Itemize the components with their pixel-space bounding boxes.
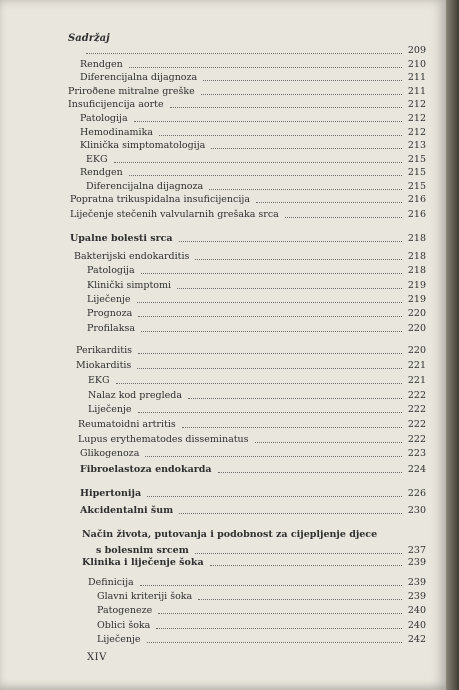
toc-entry-title: Rendgen: [80, 167, 123, 178]
toc-entry-title: Glavni kriteriji šoka: [97, 591, 193, 602]
toc-entry-title: Akcidentalni šum: [80, 505, 174, 516]
dot-leader: [140, 573, 402, 586]
dot-leader: [141, 319, 402, 332]
toc-entry-title: Priroðene mitralne greške: [68, 86, 195, 97]
toc-entry-page: 218: [407, 233, 426, 244]
toc-entry-page: 211: [407, 72, 426, 83]
dot-leader: [179, 501, 402, 514]
dot-leader: [159, 123, 402, 136]
dot-leader: [158, 601, 402, 614]
toc-entry-page: 218: [407, 251, 426, 262]
dot-leader: [138, 341, 402, 354]
dot-leader: [195, 247, 402, 260]
dot-leader: [285, 205, 402, 218]
toc-entry: [0, 633, 446, 646]
dot-leader: [145, 444, 402, 457]
toc-entry-title: EKG: [86, 154, 108, 165]
toc-entry-title: Perikarditis: [76, 345, 132, 356]
toc-entry-page: 230: [407, 505, 426, 516]
dot-leader: [209, 177, 402, 190]
toc-entry: [0, 232, 446, 245]
toc-entry-title: Način života, putovanja i podobnost za cijepljenje djece: [82, 529, 378, 540]
toc-entry-title: Rendgen: [80, 59, 123, 70]
toc-entry-page: 219: [407, 280, 426, 291]
dot-leader: [210, 553, 402, 566]
toc-entry-title: Diferencijalna dijagnoza: [86, 181, 204, 192]
dot-leader: [156, 616, 402, 629]
toc-entry-page: 223: [407, 448, 426, 459]
dot-leader: [129, 163, 402, 176]
dot-leader: [256, 190, 402, 203]
dot-leader: [218, 460, 402, 473]
toc-entry-page: 211: [407, 86, 426, 97]
toc-entry-title: Klinički simptomi: [87, 280, 172, 291]
book-edge: [446, 0, 459, 690]
toc-entry-page: 220: [407, 323, 426, 334]
toc-entry-title: Insuficijencija aorte: [68, 99, 164, 110]
toc-entry-page: 213: [407, 140, 426, 151]
page-heading: Sadržaj: [68, 33, 110, 44]
toc-entry-page: 212: [407, 99, 426, 110]
toc-entry-title: Liječenje: [97, 634, 141, 645]
toc-entry-page: 215: [407, 154, 426, 165]
toc-entry: [0, 528, 446, 541]
toc-entry: [0, 487, 446, 500]
toc-entry-page: 221: [407, 360, 426, 371]
dot-leader: [188, 386, 402, 399]
dot-leader: [255, 430, 402, 443]
toc-entry-title: Lupus erythematodes disseminatus: [78, 434, 249, 445]
toc-entry-title: Liječenje: [88, 404, 132, 415]
toc-entry-title: EKG: [88, 375, 110, 386]
toc-entry-page: 222: [407, 419, 426, 430]
dot-leader: [201, 82, 402, 95]
toc-entry-title: Hemodinamika: [80, 127, 154, 138]
toc-entry-page: 239: [407, 557, 426, 568]
toc-entry-page: 219: [407, 294, 426, 305]
toc-entry-page: 212: [407, 127, 426, 138]
toc-entry-title: Fibroelastoza endokarda: [80, 464, 212, 475]
dot-leader: [182, 415, 402, 428]
toc-entry-title: Patologija: [80, 113, 128, 124]
dot-leader: [138, 304, 402, 317]
toc-entry-title: Oblici šoka: [97, 620, 151, 631]
toc-entry-title: Liječenje: [87, 294, 131, 305]
toc-entry-title: Liječenje stečenih valvularnih grešaka srca: [70, 209, 279, 220]
dot-leader: [134, 109, 402, 122]
toc-entry-page: 220: [407, 345, 426, 356]
toc-entry-title: Definicija: [88, 577, 134, 588]
dot-leader: [147, 630, 402, 643]
toc-entry: [0, 504, 446, 517]
toc-entry-page: 220: [407, 308, 426, 319]
dot-leader: [203, 68, 402, 81]
toc-entry: [0, 556, 446, 569]
toc-entry-title: Profilaksa: [87, 323, 135, 334]
toc-entry-title: Patogeneze: [97, 605, 153, 616]
toc-entry-page: 215: [407, 181, 426, 192]
dot-leader: [147, 484, 402, 497]
toc-entry-page: 239: [407, 591, 426, 602]
toc-entry-title: Popratna trikuspidalna insuficijencija: [70, 194, 250, 205]
toc-entry-page: 242: [407, 634, 426, 645]
dot-leader: [179, 229, 402, 242]
dot-leader: [198, 587, 402, 600]
toc-entry-page: 209: [407, 45, 426, 56]
toc-entry-title: Klinika i liječenje šoka: [82, 557, 204, 568]
toc-entry-title: Nalaz kod pregleda: [88, 390, 183, 401]
toc-entry-title: Bakterijski endokarditis: [74, 251, 190, 262]
page-number-footer: XIV: [87, 652, 107, 663]
dot-leader: [86, 41, 402, 54]
toc-entry-title: Reumatoidni artritis: [78, 419, 176, 430]
dot-leader: [177, 276, 402, 289]
dot-leader: [141, 261, 402, 274]
toc-entry-page: 222: [407, 434, 426, 445]
toc-entry-title: Klinička simptomatologija: [80, 140, 206, 151]
toc-entry-title: Miokarditis: [76, 360, 132, 371]
toc-entry-page: 226: [407, 488, 426, 499]
toc-entry-title: s bolesnim srcem: [96, 545, 189, 556]
toc-entry-page: 216: [407, 194, 426, 205]
toc-entry-page: 222: [407, 390, 426, 401]
toc-entry-title: Diferencijalna dijagnoza: [80, 72, 198, 83]
toc-entry: [0, 208, 446, 221]
dot-leader: [170, 95, 402, 108]
toc-entry-title: Patologija: [87, 265, 135, 276]
dot-leader: [129, 55, 402, 68]
toc-entry: [0, 463, 446, 476]
dot-leader: [114, 150, 402, 163]
toc-entry-page: 224: [407, 464, 426, 475]
toc-entry-page: 210: [407, 59, 426, 70]
toc-entry-page: 215: [407, 167, 426, 178]
dot-leader: [116, 371, 402, 384]
toc-entry-page: 237: [407, 545, 426, 556]
toc-entry-page: 221: [407, 375, 426, 386]
toc-entry-page: 218: [407, 265, 426, 276]
dot-leader: [137, 356, 402, 369]
dot-leader: [138, 400, 402, 413]
toc-entry-title: Hipertonija: [80, 488, 142, 499]
dot-leader: [211, 136, 402, 149]
toc-entry-page: 239: [407, 577, 426, 588]
toc-entry: [0, 322, 446, 335]
toc-entry-title: Prognoza: [87, 308, 133, 319]
toc-entry-page: 240: [407, 620, 426, 631]
toc-entry-page: 216: [407, 209, 426, 220]
dot-leader: [137, 290, 402, 303]
toc-entry-page: 240: [407, 605, 426, 616]
toc-entry: [0, 447, 446, 460]
toc-entry-title: Glikogenoza: [80, 448, 140, 459]
toc-entry-title: Upalne bolesti srca: [70, 233, 173, 244]
toc-entry-page: 212: [407, 113, 426, 124]
toc-entry-page: 222: [407, 404, 426, 415]
